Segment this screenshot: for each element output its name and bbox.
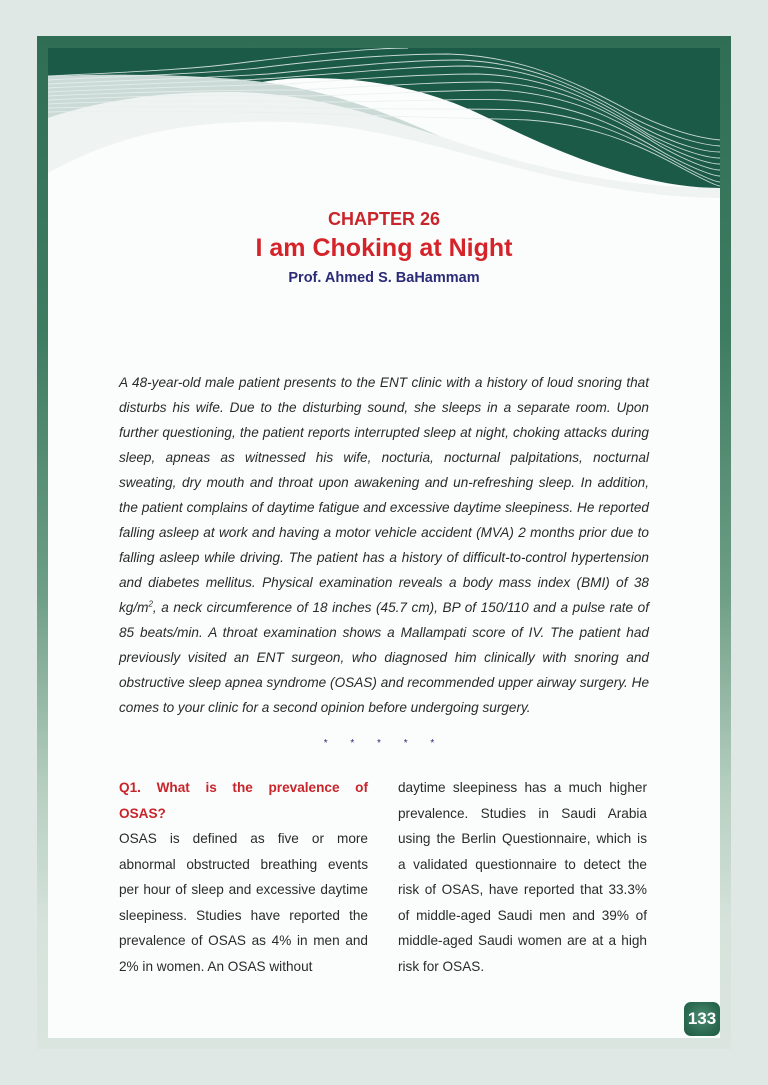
- page-number-badge: 133: [684, 1002, 720, 1036]
- header-wave-decoration: [48, 48, 720, 208]
- answer-text-left: OSAS is defined as five or more abnormal obstructed breathing events per hour of sleep and excessive daytime sleepiness. Studies have reported the prevalence of OSAS as 4% in men and 2% in women. An OSAS without: [119, 831, 368, 974]
- page: [48, 48, 720, 1038]
- author-name: Prof. Ahmed S. BaHammam: [288, 270, 480, 286]
- superscript: 2: [148, 599, 153, 609]
- question-heading-continued: OSAS?: [119, 805, 166, 821]
- chapter-title: I am Choking at Night: [255, 234, 513, 262]
- question-heading: Q1. What is the prevalence of: [119, 780, 368, 795]
- case-presentation: [119, 370, 649, 720]
- column-left: [119, 775, 368, 979]
- chapter-label: CHAPTER 26: [327, 209, 441, 229]
- case-text: A 48-year-old male patient presents to the ENT clinic with a history of loud snoring that disturbs his wife. Due to the disturbing sound, she sleeps in a separate room. Upon further questioning, the patient reports interrupted sleep at night, choking attacks during sleep, apneas as witnessed his wife, nocturia, nocturnal palpitations, nocturnal sweating, dry mouth and throat upon awakening and un-refreshing sleep. In addition, the patient complains of daytime fatigue and excessive daytime sleepiness. He reported falling asleep at work and having a motor vehicle accident (MVA) 2 months prior due to falling asleep while driving. The patient has a history of difficult-to-control hypertension and diabetes mellitus. Physical examination reveals a body mass index (BMI) of 38 kg/m: [119, 375, 649, 615]
- column-right: [398, 775, 647, 979]
- chapter-header: [48, 208, 720, 288]
- answer-text-right: daytime sleepiness has a much higher prevalence. Studies in Saudi Arabia using the Berlin Questionnaire, which is a validated questionnaire to detect the risk of OSAS, have reported that 33.3% of middle-aged Saudi men and 39% of middle-aged Saudi women are at a high risk for OSAS.: [398, 780, 647, 974]
- section-separator: * * * * *: [323, 738, 445, 749]
- case-text-continued: , a neck circumference of 18 inches (45.7 cm), BP of 150/110 and a pulse rate of 85 beats/min. A throat examination shows a Mallampati score of IV. The patient had previously visited an ENT surgeon, who diagnosed him clinically with snoring and obstructive sleep apnea syndrome (OSAS) and recommended upper airway surgery. He comes to your clinic for a second opinion before undergoing surgery.: [119, 600, 649, 715]
